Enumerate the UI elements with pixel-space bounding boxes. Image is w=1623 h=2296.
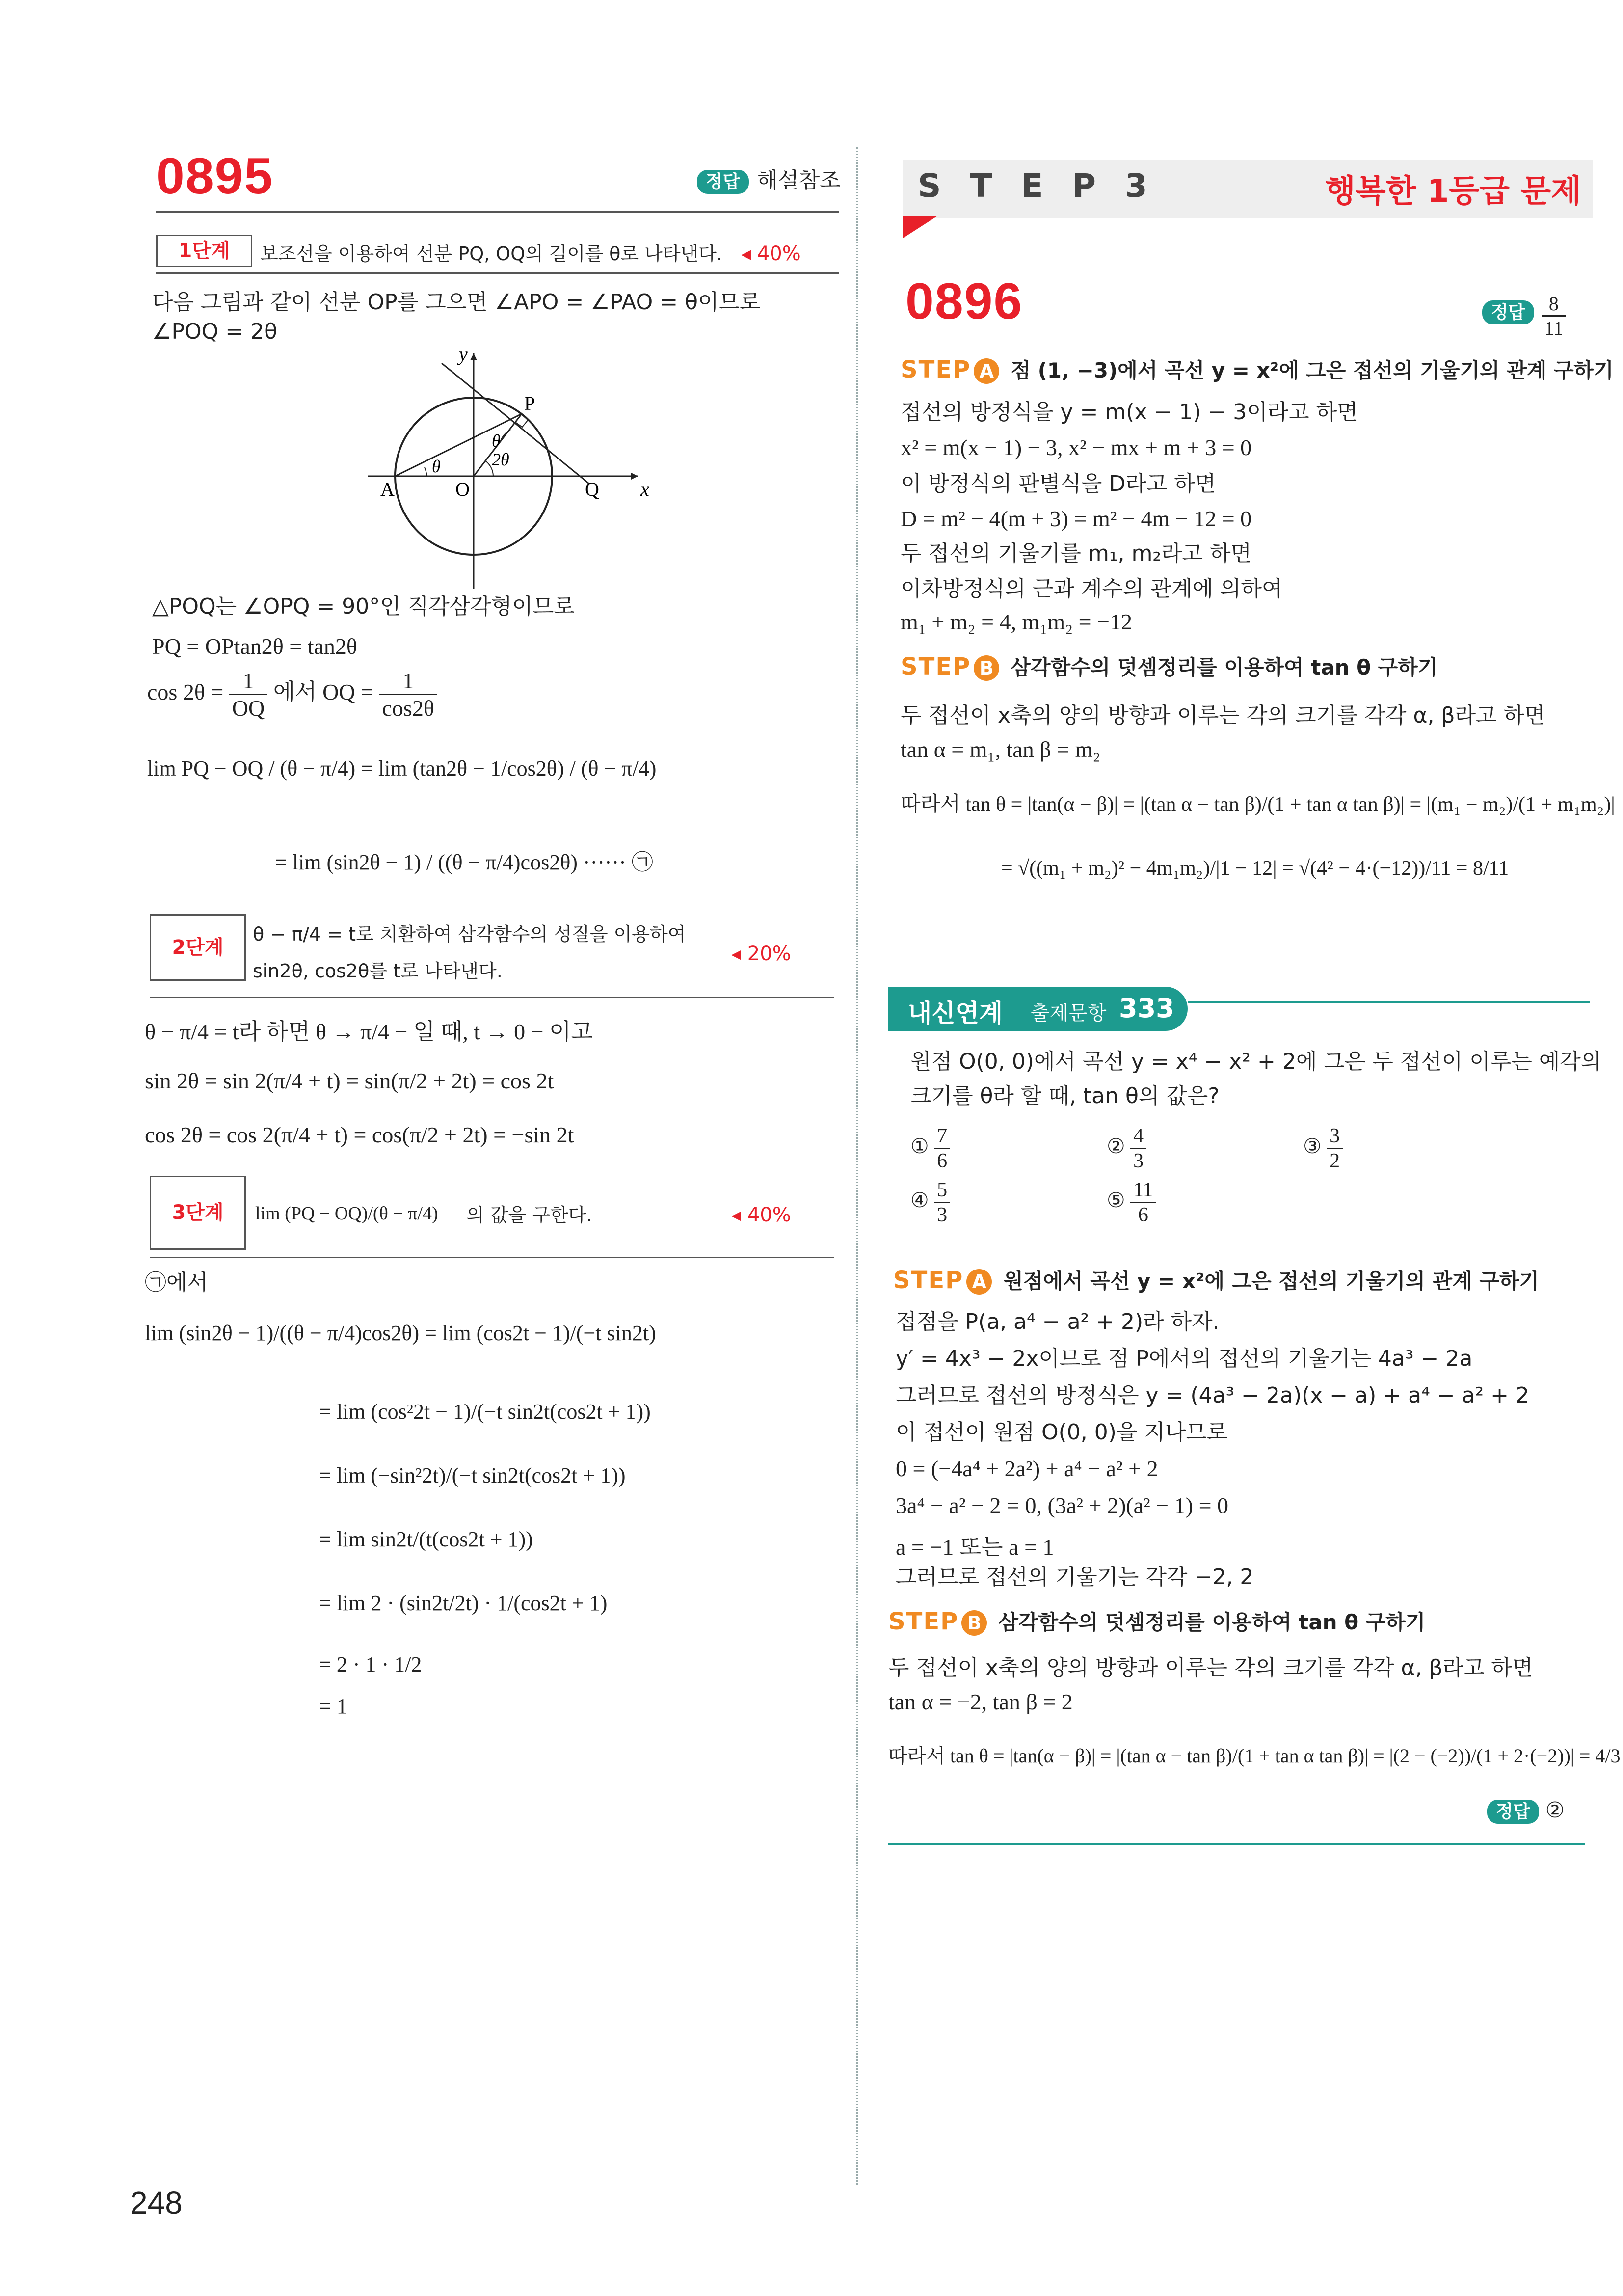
stage1-rule [156, 272, 839, 274]
stage1-label: 1단계 [156, 235, 252, 267]
label-A: A [380, 478, 395, 500]
solution-end-rule [888, 1843, 1585, 1845]
choice-4[interactable]: ④ $\frac{5}{3}$ [910, 1178, 950, 1227]
a2-line-7: 그러므로 접선의 기울기는 각각 −2, 2 [896, 1565, 1254, 1590]
stage3-label: 3단계 [150, 1176, 246, 1250]
label-x: x [640, 478, 649, 500]
stepB-title: 삼각함수의 덧셈정리를 이용하여 tan θ 구하기 [1011, 655, 1438, 679]
calc-line-6: = 1 [319, 1694, 347, 1718]
page-number: 248 [130, 2185, 183, 2220]
from-label: ㉠에서 [145, 1270, 209, 1295]
step3-header: S T E P 3 [918, 167, 1156, 205]
label-theta-P: θ [492, 431, 501, 451]
label-O: O [455, 478, 470, 500]
a2-line-0: 접점을 P(a, a⁴ − a² + 2)라 하자. [896, 1309, 1220, 1334]
a2-line-3: 이 접선이 원점 O(0, 0)을 지나므로 [896, 1420, 1228, 1445]
frac-1-over-OQ: $\frac{1}{OQ}$ [229, 668, 267, 721]
question-line1: 원점 O(0, 0)에서 곡선 y = x⁴ − x² + 2에 그은 두 접선이 이루는 예각의 [910, 1049, 1602, 1074]
a2-line-2: 그러므로 접선의 방정식은 y = (4a³ − 2a)(x − a) + a⁴ − a² + 2 [896, 1383, 1529, 1408]
sol-line5-a: cos 2θ = [147, 679, 224, 705]
answer-frac-0896: $\frac{8}{11}$ [1542, 292, 1567, 340]
sol-line5 [147, 668, 437, 721]
a2-line-1: y′ = 4x³ − 2x이므로 점 P에서의 접선의 기울기는 4a³ − 2a [896, 1346, 1473, 1371]
stepB-heading [901, 653, 1437, 681]
step3-title: 행복한 1등급 문제 [1325, 173, 1581, 210]
y-arrow-icon [470, 353, 477, 360]
stepA-heading [901, 356, 1614, 384]
frac-1-over-cos: $\frac{1}{\cos 2\theta}$ [379, 668, 437, 721]
a-line-0: 접선의 방정식을 y = m(x − 1) − 3이라고 하면 [901, 400, 1358, 425]
label-theta-A: θ [432, 457, 441, 476]
stepA-word: STEP [901, 356, 971, 383]
stepA2-title: 원점에서 곡선 y = x²에 그은 접선의 기울기의 관계 구하기 [1003, 1269, 1540, 1293]
choice-1[interactable]: ① $\frac{7}{6}$ [910, 1124, 950, 1173]
stage3-desc-b: 의 값을 구한다. [466, 1204, 592, 1226]
stage2-pct: ◂ 20% [731, 943, 791, 965]
stepB2-circle: B [961, 1610, 987, 1636]
choice-3[interactable]: ③ $\frac{3}{2}$ [1303, 1124, 1343, 1173]
final-answer-mark: ② [1545, 1798, 1565, 1823]
label-Q: Q [585, 478, 599, 500]
b-line-2: 따라서 tan θ = |tan(α − β)| = |(tan α − tan β)/(1 + tan α tan β)| = |(m₁ − m₂)/(1 + m₁m₂)| [901, 793, 1615, 816]
sol-line3: △POQ는 ∠OPQ = 90°인 직각삼각형이므로 [152, 594, 575, 619]
stepA-title: 점 (1, −3)에서 곡선 y = x²에 그은 접선의 기울기의 관계 구하기 [1011, 358, 1614, 382]
answer-badge: 정답 [697, 170, 749, 194]
stepA2-circle: A [966, 1269, 992, 1295]
label-P: P [524, 392, 535, 414]
calc-line-4: = lim 2 · (sin2t/2t) · 1/(cos2t + 1) [319, 1591, 608, 1615]
final-answer [1487, 1797, 1565, 1824]
a-line-5: 이차방정식의 근과 계수의 관계에 의하여 [901, 576, 1283, 601]
a2-line-6: a = −1 또는 a = 1 [896, 1535, 1054, 1560]
answer-text: 해설참조 [757, 168, 841, 193]
limit-line1: lim PQ − OQ / (θ − π/4) = lim (tan2θ − 1/cos2θ) / (θ − π/4) [147, 756, 657, 781]
a-line-2: 이 방정식의 판별식을 D라고 하면 [901, 471, 1216, 496]
x-arrow-icon [631, 473, 638, 480]
calc-line-0: lim (sin2θ − 1)/((θ − π/4)cos2θ) = lim (cos2t − 1)/(−t sin2t) [145, 1321, 656, 1345]
sub-line3: cos 2θ = cos 2(π/4 + t) = cos(π/2 + 2t) = −sin 2t [145, 1122, 574, 1147]
sol-line5-b: 에서 OQ = [273, 679, 374, 705]
stepA2-word: STEP [893, 1267, 964, 1294]
limit-line2: = lim (sin2θ − 1) / ((θ − π/4)cos2θ) ······ ㉠ [275, 850, 653, 874]
header-rule [156, 211, 839, 213]
a-line-1: x² = m(x − 1) − 3, x² − mx + m + 3 = 0 [901, 435, 1252, 460]
sol-line4: PQ = OPtan2θ = tan2θ [152, 634, 357, 659]
stepB-circle: B [974, 655, 999, 681]
choice-2[interactable]: ② $\frac{4}{3}$ [1107, 1124, 1146, 1173]
angle-arc-A [425, 467, 427, 476]
calc-line-3: = lim sin2t/(t(cos2t + 1)) [319, 1527, 533, 1551]
b-line-0: 두 접선이 x축의 양의 방향과 이루는 각의 크기를 각각 α, β라고 하면 [901, 703, 1545, 728]
stage3-pct: ◂ 40% [731, 1204, 791, 1226]
tangent-line [442, 363, 589, 484]
stage3-rule [150, 1257, 834, 1258]
link-sub: 출제문항 [1031, 1002, 1107, 1025]
label-2theta: 2θ [492, 450, 509, 469]
question-line2: 크기를 θ라 할 때, tan θ의 값은? [910, 1083, 1220, 1108]
sub-line1: θ − π/4 = t라 하면 θ → π/4 − 일 때, t → 0 − 이고 [145, 1019, 593, 1044]
label-y: y [459, 344, 468, 365]
link-number: 333 [1119, 993, 1174, 1024]
a-line-6: m₁ + m₂ = 4, m₁m₂ = −12 [901, 609, 1133, 634]
sol-line2: ∠POQ = 2θ [152, 319, 277, 344]
column-divider [856, 147, 858, 2185]
choice-5[interactable]: ⑤ $\frac{11}{6}$ [1107, 1178, 1156, 1227]
stage3-desc-a: lim (PQ − OQ)/(θ − π/4) [255, 1203, 438, 1224]
header-corner-icon [903, 216, 937, 238]
a-line-4: 두 접선의 기울기를 m₁, m₂라고 하면 [901, 541, 1251, 566]
b2-line-0: 두 접선이 x축의 양의 방향과 이루는 각의 크기를 각각 α, β라고 하면 [888, 1655, 1533, 1680]
link-label: 내신연계 [908, 999, 1003, 1027]
problem-number-0895: 0895 [156, 148, 274, 205]
stepB2-word: STEP [888, 1608, 959, 1635]
answer-0896 [1482, 292, 1566, 340]
a2-line-5: 3a⁴ − a² − 2 = 0, (3a² + 2)(a² − 1) = 0 [896, 1493, 1229, 1518]
b2-line-1: tan α = −2, tan β = 2 [888, 1689, 1073, 1714]
a-line-3: D = m² − 4(m + 3) = m² − 4m − 12 = 0 [901, 506, 1252, 531]
final-answer-badge: 정답 [1487, 1800, 1539, 1824]
stepA-circle: A [974, 358, 999, 384]
a2-line-4: 0 = (−4a⁴ + 2a²) + a⁴ − a² + 2 [896, 1456, 1158, 1481]
link-banner [888, 987, 1188, 1031]
circle-figure [353, 344, 658, 599]
b-line-3: = √((m₁ + m₂)² − 4m₁m₂)/|1 − 12| = √(4² − 4·(−12))/11 = 8/11 [1001, 857, 1509, 880]
stepB-word: STEP [901, 653, 971, 680]
link-rule [1188, 1001, 1590, 1003]
stage1-desc: 보조선을 이용하여 선분 PQ, OQ의 길이를 θ로 나타낸다. [260, 243, 723, 265]
stepB2-heading [888, 1608, 1425, 1636]
stage2-desc2: sin2θ, cos2θ를 t로 나타낸다. [253, 960, 503, 982]
stepB2-title: 삼각함수의 덧셈정리를 이용하여 tan θ 구하기 [998, 1610, 1426, 1634]
answer-badge-0896: 정답 [1482, 300, 1534, 324]
sol-line1: 다음 그림과 같이 선분 OP를 그으면 ∠APO = ∠PAO = θ이므로 [152, 290, 761, 315]
stage2-rule [150, 997, 834, 998]
stepA2-heading [893, 1267, 1539, 1295]
stage1-pct: ◂ 40% [741, 243, 801, 265]
calc-line-5: = 2 · 1 · 1/2 [319, 1652, 422, 1676]
problem-number-0896: 0896 [905, 273, 1023, 330]
stage2-label: 2단계 [150, 914, 246, 981]
calc-line-2: = lim (−sin²2t)/(−t sin2t(cos2t + 1)) [319, 1463, 626, 1487]
calc-line-1: = lim (cos²2t − 1)/(−t sin2t(cos2t + 1)) [319, 1400, 651, 1424]
b-line-1: tan α = m₁, tan β = m₂ [901, 737, 1101, 762]
stage2-desc1: θ − π/4 = t로 치환하여 삼각함수의 성질을 이용하여 [253, 923, 686, 945]
b2-line-2: 따라서 tan θ = |tan(α − β)| = |(tan α − tan β)/(1 + tan α tan β)| = |(2 − (−2))/(1 + 2·(−2))| = 4/3 [888, 1745, 1621, 1767]
answer-label [697, 167, 841, 194]
sub-line2: sin 2θ = sin 2(π/4 + t) = sin(π/2 + 2t) = cos 2t [145, 1068, 554, 1093]
